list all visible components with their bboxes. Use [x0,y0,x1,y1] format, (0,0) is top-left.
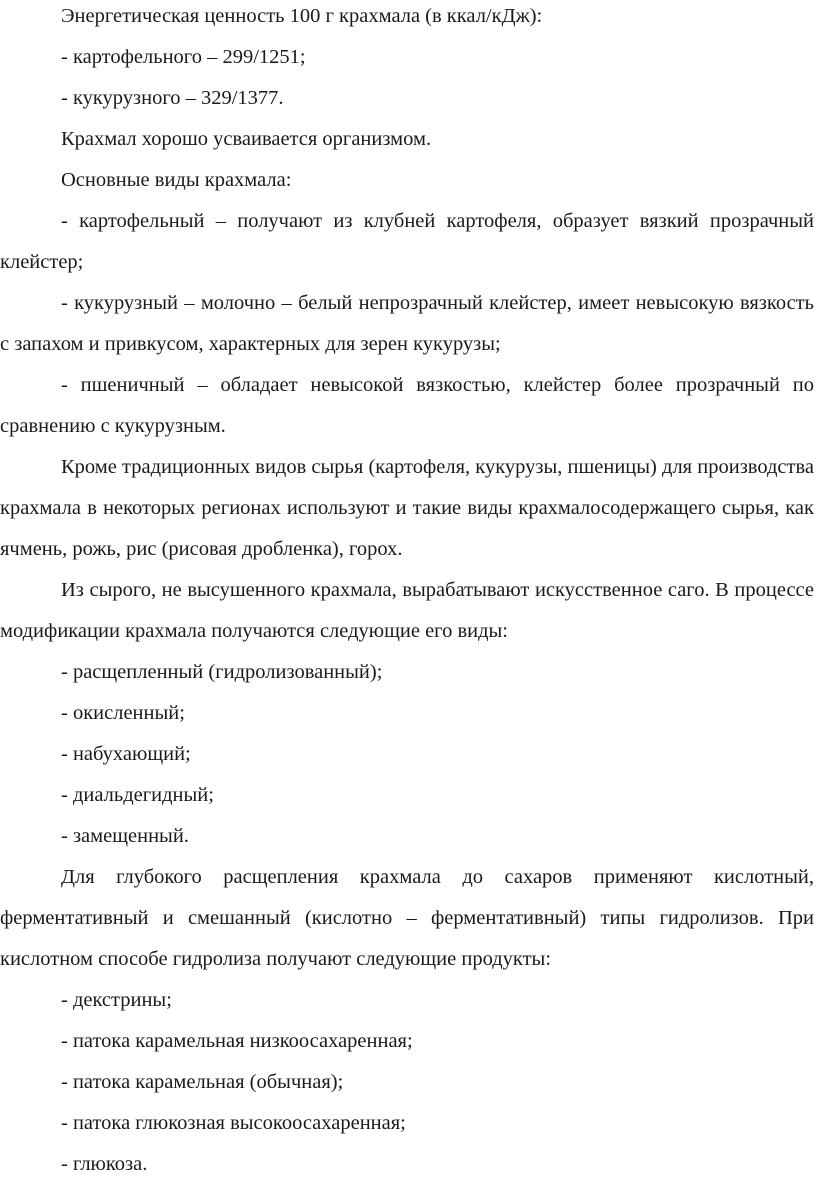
list-item-swelling: - набухающий; [61,743,191,765]
list-item-caramel-low: - патока карамельная низкоосахаренная; [61,1030,413,1052]
list-item-glucose-syrup: - патока глюкозная высокоосахаренная; [61,1112,406,1134]
list-item-corn-energy: - кукурузного – 329/1377. [61,87,284,109]
paragraph-raw-materials: Кроме традиционных видов сырья (картофеля, кукурузы, пшеницы) для производства крахмала в некоторых регионах используют и такие виды крахмалосодержащего сырья, как ячмень, рожь, рис (рисовая дробленка), горох. [0,456,814,560]
list-item-glucose: - глюкоза. [61,1153,148,1175]
list-item-oxidized: - окисленный; [61,702,185,724]
paragraph-hydrolysis: Для глубокого расщепления крахмала до сахаров применяют кислотный, ферментативный и смешанный (кислотно – ферментативный) типы гидролизов. При кислотном способе гидролиза получают следующие продукты: [0,866,814,970]
list-item-potato-starch: - картофельный – получают из клубней картофеля, образует вязкий прозрачный клейстер; [0,210,814,273]
list-item-dextrins: - декстрины; [61,989,172,1011]
list-item-wheat-starch: - пшеничный – обладает невысокой вязкостью, клейстер более прозрачный по сравнению с кукурузным. [0,374,814,437]
list-item-corn-starch: - кукурузный – молочно – белый непрозрачный клейстер, имеет невысокую вязкость с запахом и привкусом, характерных для зерен кукурузы; [0,292,814,355]
list-item-potato-energy: - картофельного – 299/1251; [61,46,306,68]
paragraph-digestibility: Крахмал хорошо усваивается организмом. [61,128,432,150]
paragraph-energy-value: Энергетическая ценность 100 г крахмала (в ккал/кДж): [61,5,543,27]
list-item-substituted: - замещенный. [61,825,189,847]
list-item-caramel-regular: - патока карамельная (обычная); [61,1071,344,1093]
paragraph-starch-types-heading: Основные виды крахмала: [61,169,292,191]
paragraph-sago-modification: Из сырого, не высушенного крахмала, вырабатывают искусственное саго. В процессе модификации крахмала получаются следующие его виды: [0,579,814,642]
list-item-dialdehyde: - диальдегидный; [61,784,214,806]
list-item-hydrolyzed: - расщепленный (гидролизованный); [61,661,383,683]
